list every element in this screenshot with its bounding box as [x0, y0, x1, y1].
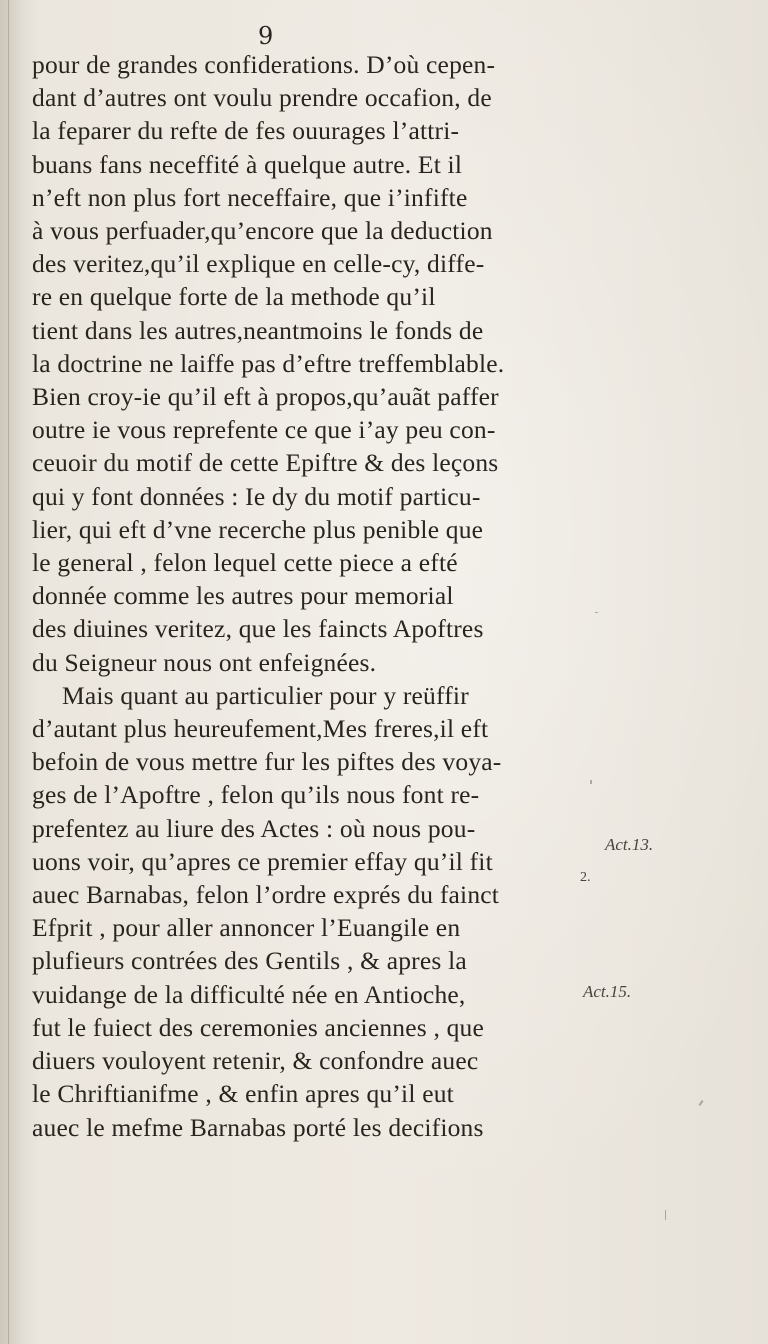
text-line: auec Barnabas, felon l’ordre exprés du fainct: [32, 880, 500, 910]
text-line: plufieurs contrées des Gentils , & apres la: [32, 946, 467, 976]
text-line: pour de grandes confiderations. D’où cepen-: [32, 50, 496, 79]
text-line: des diuines veritez, que les faincts Apoftres: [32, 614, 484, 644]
text-line: du Seigneur nous ont enfeignées.: [32, 647, 377, 677]
text-line: buans fans neceffité à quelque autre. Et il: [32, 149, 463, 179]
text-line: qui y font données : Ie dy du motif particu-: [32, 481, 481, 511]
text-line: lier, qui eft d’vne recerche plus penible que: [32, 514, 484, 544]
text-line: re en quelque forte de la methode qu’il: [32, 282, 436, 312]
text-line: le general , felon lequel cette piece a efté: [32, 548, 458, 578]
margin-note-acts-15: Act.15.: [583, 982, 632, 1001]
text-line: le Chriftianifme , & enfin apres qu’il eut: [32, 1079, 454, 1109]
text-line: vuidange de la difficulté née en Antioche,: [32, 979, 466, 1009]
text-line: donnée comme les autres pour memorial: [32, 581, 454, 611]
text-line: diuers vouloyent retenir, & confondre auec: [32, 1046, 479, 1076]
text-line: tient dans les autres,neantmoins le fonds de: [32, 315, 484, 345]
text-line: ceuoir du motif de cette Epiftre & des leçons: [32, 448, 499, 478]
text-line: à vous perfuader,qu’encore que la deduction: [32, 216, 493, 246]
text-line: befoin de vous mettre fur les piftes des voya-: [32, 747, 502, 777]
text-line: n’eft non plus fort neceffaire, que i’infifte: [32, 182, 468, 212]
paper-speck: [698, 1100, 703, 1106]
text-line: auec le mefme Barnabas porté les decifions: [32, 1112, 484, 1142]
text-line: ges de l’Apoftre , felon qu’ils nous font re-: [32, 780, 480, 810]
text-line: uons voir, qu’apres ce premier effay qu’il fit: [32, 846, 493, 876]
margin-note-verse: 2.: [580, 870, 591, 885]
text-line: des veritez,qu’il explique en celle-cy, diffe-: [32, 249, 485, 279]
page-number: 9: [258, 22, 274, 50]
paper-speck: [665, 1210, 666, 1220]
text-line: Bien croy-ie qu’il eft à propos,qu’auãt paffer: [32, 382, 499, 412]
text-line: Efprit , pour aller annoncer l’Euangile en: [32, 913, 461, 943]
text-line: fut le fuiect des ceremonies anciennes , que: [32, 1012, 485, 1042]
text-line: prefentez au liure des Actes : où nous pou-: [32, 813, 476, 843]
page-gutter: [0, 0, 22, 1344]
binding-edge: [8, 0, 9, 1344]
paper-speck: [590, 780, 592, 784]
text-line: d’autant plus heureufement,Mes freres,il eft: [32, 714, 489, 744]
text-line: la feparer du refte de fes ouurages l’attri-: [32, 116, 460, 146]
paper-speck: [595, 612, 598, 613]
body-text: [32, 48, 592, 1144]
text-line: dant d’autres ont voulu prendre occafion, de: [32, 83, 492, 113]
text-line: la doctrine ne laiffe pas d’eftre treffemblable.: [32, 348, 505, 378]
margin-note-acts-13: Act.13.: [605, 835, 654, 854]
text-line: outre ie vous reprefente ce que i’ay peu con-: [32, 415, 496, 445]
paragraph-start-line: Mais quant au particulier pour y reüffir: [62, 680, 469, 710]
